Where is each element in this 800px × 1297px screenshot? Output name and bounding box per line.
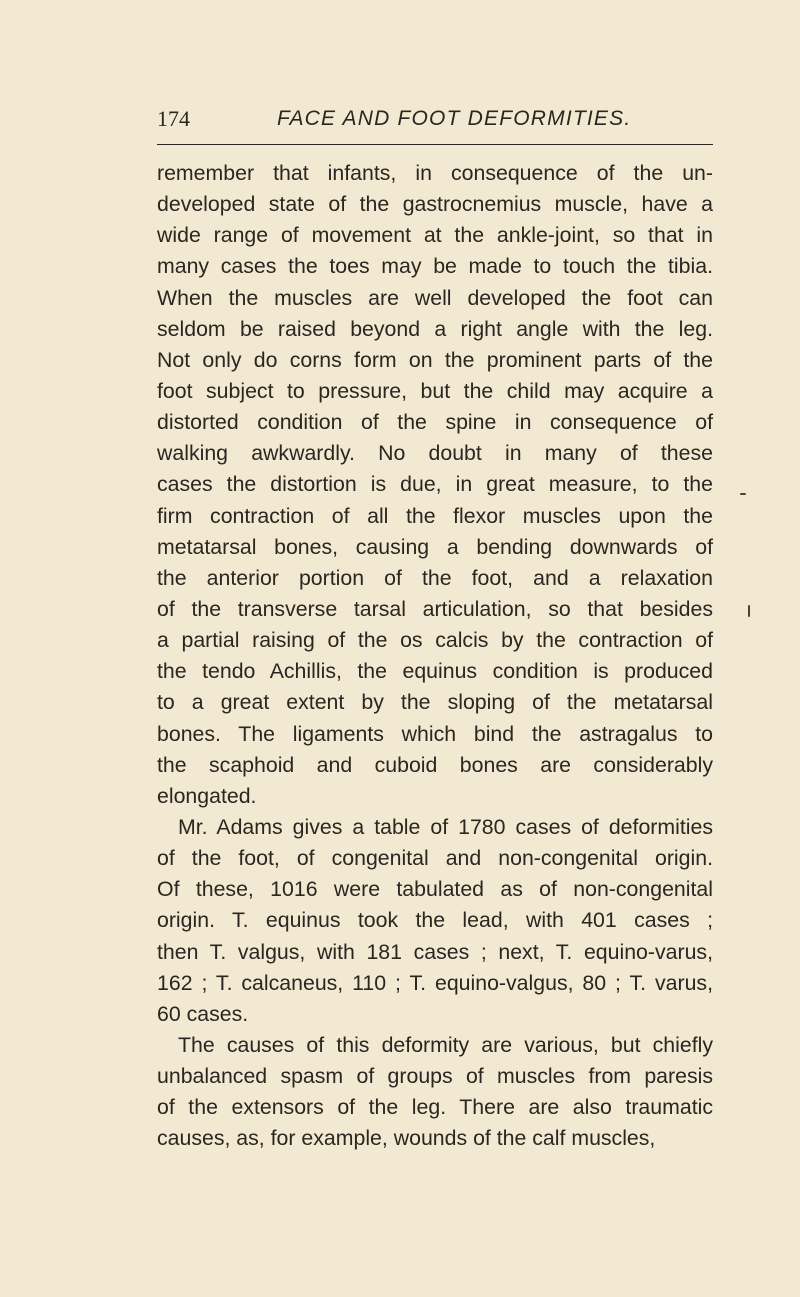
- text-line: many cases the toes may be made to touch the tibia.: [157, 254, 713, 279]
- text-line: of the extensors of the leg. There are also traumatic: [157, 1095, 713, 1120]
- text-line: origin. T. equinus took the lead, with 401 cases ;: [157, 908, 713, 933]
- margin-speck: [748, 605, 750, 617]
- text-line: the scaphoid and cuboid bones are considerably: [157, 752, 713, 777]
- text-line: a partial raising of the os calcis by the contraction of: [157, 628, 713, 653]
- text-line: Not only do corns form on the prominent parts of the: [157, 347, 713, 372]
- running-head: FACE AND FOOT DEFORMITIES.: [277, 107, 632, 130]
- text-line: bones. The ligaments which bind the astragalus to: [157, 721, 713, 746]
- text-line: causes, as, for example, wounds of the calf muscles,: [157, 1126, 656, 1151]
- text-line: remember that infants, in consequence of the un-: [157, 161, 713, 185]
- page-number: 174: [157, 106, 190, 131]
- text-line: unbalanced spasm of groups of muscles from paresis: [157, 1064, 713, 1089]
- text-line: then T. valgus, with 181 cases ; next, T. equino-varus,: [157, 939, 713, 964]
- page-header: [157, 104, 712, 138]
- paragraph: [157, 1030, 713, 1155]
- text-line: When the muscles are well developed the foot can: [157, 285, 713, 310]
- text-line: distorted condition of the spine in consequence of: [157, 410, 713, 435]
- text-line: elongated.: [157, 783, 257, 808]
- margin-speck: [740, 493, 746, 495]
- text-line: the tendo Achillis, the equinus condition is produced: [157, 659, 713, 684]
- body-text: [157, 158, 713, 1155]
- paragraph: [157, 812, 713, 1030]
- text-line: 162 ; T. calcaneus, 110 ; T. equino-valgus, 80 ; T. varus,: [157, 970, 713, 995]
- text-line: metatarsal bones, causing a bending downwards of: [157, 534, 713, 559]
- text-line: firm contraction of all the flexor muscles upon the: [157, 503, 713, 528]
- text-line: of the foot, of congenital and non-congenital origin.: [157, 846, 713, 871]
- text-line: Of these, 1016 were tabulated as of non-congenital: [157, 877, 713, 902]
- header-rule: [157, 144, 713, 145]
- text-line: wide range of movement at the ankle-joint, so that in: [157, 223, 713, 248]
- text-line: developed state of the gastrocnemius muscle, have a: [157, 192, 713, 217]
- paragraph: [157, 158, 713, 812]
- text-line: cases the distortion is due, in great measure, to the: [157, 472, 713, 497]
- text-line: 60 cases.: [157, 1001, 249, 1026]
- text-line: seldom be raised beyond a right angle with the leg.: [157, 316, 713, 341]
- text-line: Mr. Adams gives a table of 1780 cases of deformities: [178, 814, 713, 839]
- text-line: of the transverse tarsal articulation, so that besides: [157, 596, 713, 621]
- text-line: The causes of this deformity are various, but chiefly: [178, 1032, 713, 1057]
- text-line: the anterior portion of the foot, and a relaxation: [157, 565, 713, 590]
- text-line: foot subject to pressure, but the child may acquire a: [157, 378, 713, 403]
- text-line: to a great extent by the sloping of the metatarsal: [157, 690, 713, 715]
- text-line: walking awkwardly. No doubt in many of these: [157, 441, 713, 466]
